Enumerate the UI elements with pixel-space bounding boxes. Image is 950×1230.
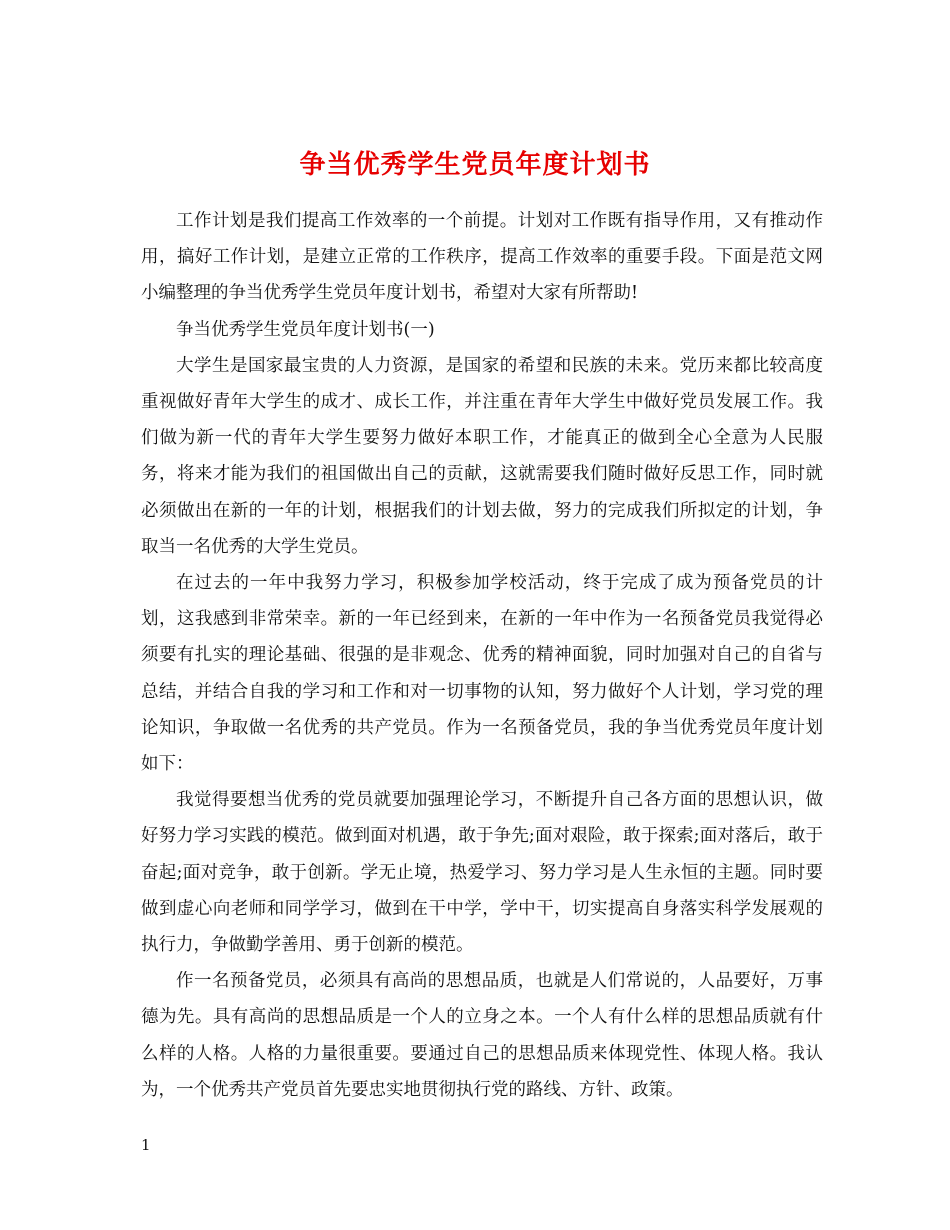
body-paragraph-4: 作一名预备党员，必须具有高尚的思想品质，也就是人们常说的，人品要好，万事德为先。具有高尚的思想品质是一个人的立身之本。一个人有什么样的思想品质就有什么样的人格。人格的力量很重要。要通过自己的思想品质来体现党性、体现人格。我认为，一个优秀共产党员首先要忠实地贯彻执行党的路线、方针、政策。 [141, 971, 823, 1100]
body-paragraph-3: 我觉得要想当优秀的党员就要加强理论学习，不断提升自己各方面的思想认识，做好努力学习实践的模范。做到面对机遇，敢于争先;面对艰险，敢于探索;面对落后，敢于奋起;面对竞争，敢于创新。学无止境，热爱学习、努力学习是人生永恒的主题。同时要做到虚心向老师和同学学习，做到在干中学，学中干，切实提高自身落实科学发展观的执行力，争做勤学善用、勇于创新的模范。 [141, 790, 823, 956]
page-number: 1 [141, 1136, 151, 1154]
body-paragraph-2: 在过去的一年中我努力学习，积极参加学校活动，终于完成了成为预备党员的计划，这我感到非常荣幸。新的一年已经到来，在新的一年中作为一名预备党员我觉得必须要有扎实的理论基础、很强的是非观念、优秀的精神面貌，同时加强对自己的自省与总结，并结合自我的学习和工作和对一切事物的认知，努力做好个人计划，学习党的理论知识，争取做一名优秀的共产党员。作为一名预备党员，我的争当优秀党员年度计划如下： [141, 573, 823, 775]
body-paragraph-1: 大学生是国家最宝贵的人力资源，是国家的希望和民族的未来。党历来都比较高度重视做好青年大学生的成才、成长工作，并注重在青年大学生中做好党员发展工作。我们做为新一代的青年大学生要努力做好本职工作，才能真正的做到全心全意为人民服务，将来才能为我们的祖国做出自己的贡献，这就需要我们随时做好反思工作，同时就必须做出在新的一年的计划，根据我们的计划去做，努力的完成我们所拟定的计划，争取当一名优秀的大学生党员。 [141, 355, 823, 557]
intro-paragraph: 工作计划是我们提高工作效率的一个前提。计划对工作既有指导作用，又有推动作用，搞好工作计划，是建立正常的工作秩序，提高工作效率的重要手段。下面是范文网小编整理的争当优秀学生党员年度计划书，希望对大家有所帮助! [141, 211, 823, 304]
section-heading-paragraph: 争当优秀学生党员年度计划书(一) [176, 319, 435, 340]
document-body [141, 203, 823, 1108]
document-title: 争当优秀学生党员年度计划书 [299, 150, 651, 181]
